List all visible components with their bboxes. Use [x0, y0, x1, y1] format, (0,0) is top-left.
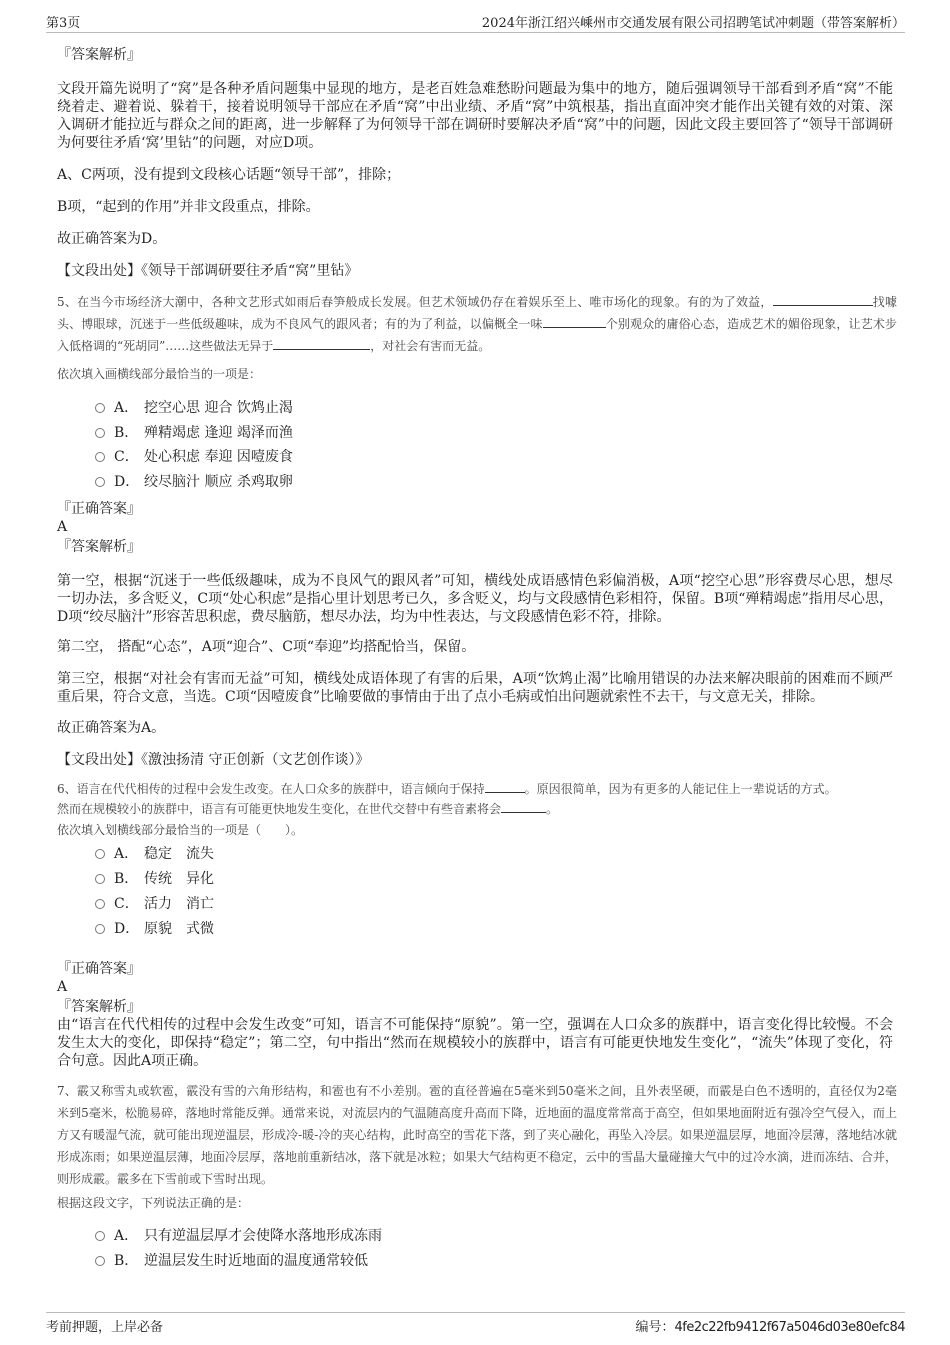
footer-slogan: 考前押题，上岸必备: [46, 1320, 164, 1335]
document-title: 2024年浙江绍兴嵊州市交通发展有限公司招聘笔试冲刺题（带答案解析）: [481, 16, 905, 31]
q4-source: 【文段出处】《领导干部调研要往矛盾“窝”里钻》: [57, 263, 359, 279]
radio-icon[interactable]: [95, 924, 105, 934]
radio-icon[interactable]: [95, 1231, 105, 1241]
page-header: [0, 0, 950, 34]
q4-analysis-para: B项，“起到的作用”并非文段重点，排除。: [57, 199, 320, 215]
header-divider: [46, 32, 905, 33]
page-footer: [0, 1312, 950, 1342]
radio-icon[interactable]: [95, 428, 105, 438]
q6-answer-title: 『正确答案』: [57, 961, 141, 977]
q5-stem: 5、在当今市场经济大潮中，各种文艺形式如雨后春笋般成长发展。但艺术领域仍存在着娱乐至上、唯市场化的现象。有的为了效益， 找噱头、博眼球，沉迷于一些低级趣味，成为不良风气的跟风者；有的为了利益，以偏概全一味 个别观众的庸俗心态，造成艺术的媚俗现象，让艺术步入低格调的“死胡同”……这些做法无异于 ，对社会有害而无益。: [57, 295, 897, 353]
radio-icon[interactable]: [95, 477, 105, 487]
q6-option-b[interactable]: B． 传统 异化: [95, 870, 214, 888]
radio-icon[interactable]: [95, 849, 105, 859]
q7-stem: 7、霰又称雪丸或软雹，霰没有雪的六角形结构，和雹也有不小差别。雹的直径普遍在5毫米到50毫米之间，且外表坚硬，而霰是白色不透明的，直径仅为2毫米到5毫米，松脆易碎，落地时常能反弹。通常来说，对流层内的气温随高度升高而下降，近地面的温度常常高于高空，但如果地面附近有强冷空气侵入，而上方又有暖湿气流，就可能出现逆温层，形成冷-暖-冷的夹心结构，此时高空的雪花下落，到了夹心融化，再坠入冷层。如果逆温层厚，地面冷层薄，落地结冰就形成冻雨；如果逆温层薄，地面冷层厚，落地前重新结冰，落下就是冰粒；如果大气结构更不稳定，云中的雪晶大量碰撞大气中的过冷水滴，进而冻结、合并，则形成霰。霰多在下雪前或下雪时出现。: [57, 1084, 898, 1186]
q6-analysis-title: 『答案解析』: [57, 999, 141, 1015]
q5-analysis-para: 第三空，根据“对社会有害而无益”可知，横线处成语体现了有害的后果，A项“饮鸩止渴”比喻用错误的办法来解决眼前的困难而不顾严重后果，符合文意，当选。C项“因噎废食”比喻要做的事情由于出了点小毛病或怕出问题就索性不去干，与文意无关，排除。: [57, 671, 893, 705]
q7-option-b[interactable]: B． 逆温层发生时近地面的温度通常较低: [95, 1252, 368, 1270]
q5-option-a[interactable]: A． 挖空心思 迎合 饮鸩止渴: [95, 399, 293, 417]
page-number: 第3页: [46, 16, 81, 31]
q6-stem: 6、语言在代代相传的过程中会发生改变。在人口众多的族群中，语言倾向于保持 。原因很简单，因为有更多的人能记住上一辈说话的方式。 然而在规模较小的族群中，语言有可能更快地发生变化，在世代交替中有些音素将会 。: [57, 782, 837, 816]
q6-option-c[interactable]: C． 活力 消亡: [95, 895, 214, 913]
q7-prompt: 根据这段文字，下列说法正确的是：: [57, 1196, 250, 1210]
q4-answer-line: 故正确答案为D。: [57, 231, 167, 247]
document-code: 编号：4fe2c22fb9412f67a5046d03e80efc84: [635, 1320, 905, 1335]
q5-analysis-para: 第一空，根据“沉迷于一些低级趣味，成为不良风气的跟风者”可知，横线处成语感情色彩偏消极，A项“挖空心思”形容费尽心思，想尽一切办法，多含贬义，C项“处心积虑”是指心里计划思考已久，多含贬义，均与文段感情色彩相符，保留。B项“殚精竭虑”指用尽心思，D项“绞尽脑汁”形容苦思积虑，费尽脑筋，想尽办法，均为中性表达，与文段感情色彩不符，排除。: [57, 573, 893, 625]
q5-prompt: 依次填入画横线部分最恰当的一项是：: [57, 367, 262, 381]
q6-option-a[interactable]: A． 稳定 流失: [95, 845, 214, 863]
radio-icon[interactable]: [95, 1256, 105, 1266]
q4-analysis-title: 『答案解析』: [57, 47, 141, 63]
q4-analysis-para: 文段开篇先说明了“窝”是各种矛盾问题集中显现的地方，是老百姓急难愁盼问题最为集中的地方，随后强调领导干部看到矛盾“窝”不能绕着走、避着说、躲着干，接着说明领导干部应在矛盾“窝”中出业绩、矛盾“窝”中筑根基，指出直面冲突才能作出关键有效的对策、深入调研才能拉近与群众之间的距离，进一步解释了为何领导干部在调研时要解决矛盾“窝”中的问题，因此文段主要回答了“领导干部调研为何要往矛盾‘窝’里钻”的问题，对应D项。: [57, 81, 893, 151]
q5-option-d[interactable]: D． 绞尽脑汁 顺应 杀鸡取卵: [95, 473, 293, 491]
radio-icon[interactable]: [95, 452, 105, 462]
q5-option-b[interactable]: B． 殚精竭虑 逢迎 竭泽而渔: [95, 424, 293, 442]
footer-divider: [46, 1312, 905, 1313]
q6-prompt: 依次填入划横线部分最恰当的一项是（ ）。: [57, 823, 304, 837]
q5-answer-line: 故正确答案为A。: [57, 720, 166, 736]
q5-answer-title: 『正确答案』: [57, 501, 141, 517]
q6-answer: A: [57, 979, 68, 995]
q6-option-d[interactable]: D． 原貌 式微: [95, 920, 214, 938]
q5-analysis-para: 第二空， 搭配“心态”，A项“迎合”、C项“奉迎”均搭配恰当，保留。: [57, 639, 476, 655]
radio-icon[interactable]: [95, 403, 105, 413]
q5-source: 【文段出处】《激浊扬清 守正创新（文艺创作谈）》: [57, 752, 370, 768]
q7-option-a[interactable]: A． 只有逆温层厚才会使降水落地形成冻雨: [95, 1227, 382, 1245]
q6-analysis-para: 由“语言在代代相传的过程中会发生改变”可知，语言不可能保持“原貌”。第一空，强调在人口众多的族群中，语言变化得比较慢。不会发生太大的变化，即保持“稳定”；第二空，句中指出“然而在规模较小的族群中，语言有可能更快地发生变化”，“流失”体现了变化，符合句意。因此A项正确。: [57, 1017, 893, 1069]
q5-analysis-title: 『答案解析』: [57, 539, 141, 555]
radio-icon[interactable]: [95, 874, 105, 884]
q5-answer: A: [57, 519, 68, 535]
q5-option-c[interactable]: C． 处心积虑 奉迎 因噎废食: [95, 448, 293, 466]
radio-icon[interactable]: [95, 899, 105, 909]
q4-analysis-para: A、C两项，没有提到文段核心话题“领导干部”，排除；: [57, 167, 401, 183]
